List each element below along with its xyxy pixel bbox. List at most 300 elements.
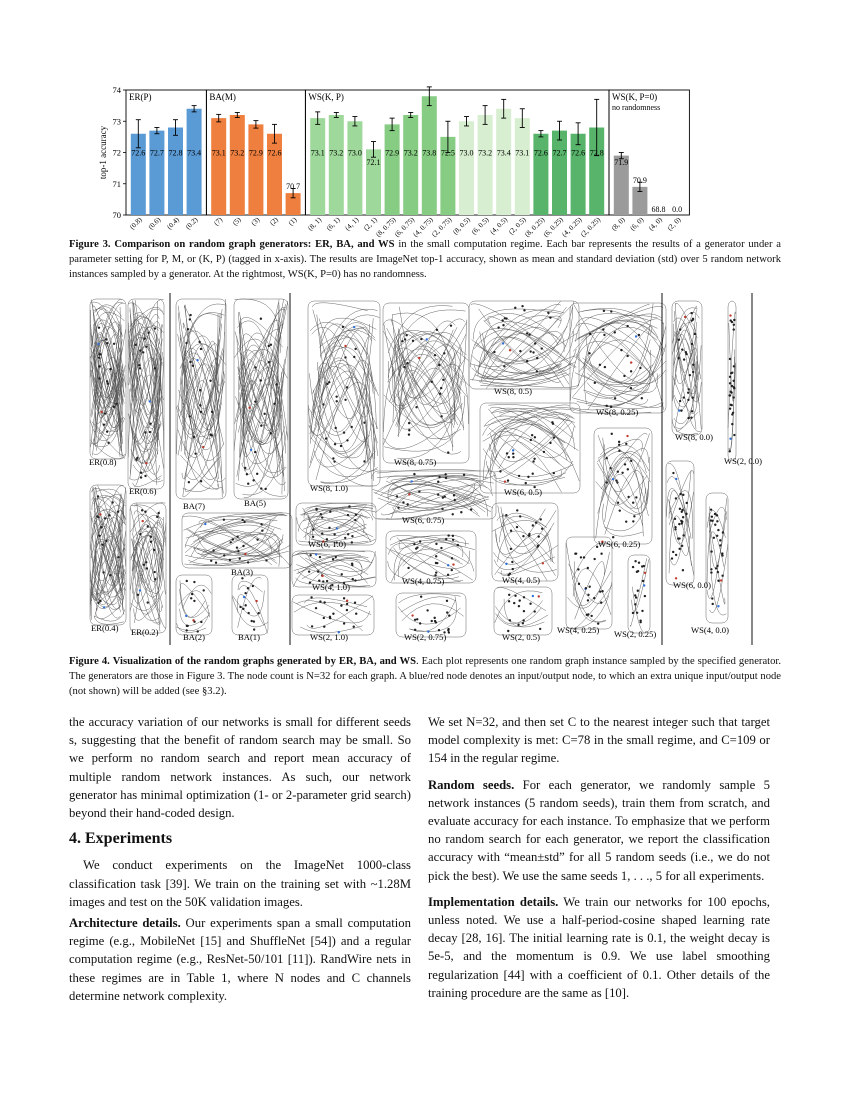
graph-node: [439, 393, 441, 395]
graph-edge: [578, 327, 657, 387]
graph-node: [604, 366, 606, 368]
graph-node: [268, 361, 270, 363]
graph-node: [600, 601, 602, 603]
graph-node: [352, 578, 354, 580]
x-tick-label: (6, 0): [628, 215, 646, 233]
graph-node: [636, 612, 638, 614]
graph-node: [503, 365, 505, 367]
graph-node: [452, 539, 454, 541]
graph-node: [353, 356, 355, 358]
graph-node: [196, 359, 198, 361]
graph-node: [523, 596, 525, 598]
graph-edge: [605, 470, 647, 534]
graph-node: [506, 452, 508, 454]
graph-edge: [294, 560, 362, 576]
graph-node: [588, 352, 590, 354]
graph-node: [441, 508, 443, 510]
graph-node: [729, 394, 731, 396]
bar-value-label: 72.5: [440, 148, 455, 158]
graph-node: [264, 488, 266, 490]
y-tick-label: 73: [112, 116, 121, 127]
graph-node: [447, 534, 449, 536]
random-graph: [494, 587, 552, 635]
graph-node: [593, 597, 595, 599]
bar: [248, 124, 263, 215]
graph-node: [434, 620, 436, 622]
graph-label: WS(4, 0.0): [691, 625, 729, 635]
graph-node: [688, 388, 690, 390]
x-tick-label: (8, 0.25): [523, 215, 547, 239]
graph-node: [634, 594, 636, 596]
graph-node: [347, 533, 349, 535]
graph-node: [328, 381, 330, 383]
graph-node: [532, 524, 534, 526]
graph-node: [431, 620, 433, 622]
graph-node: [675, 478, 677, 480]
x-tick-label: (6, 1): [325, 215, 342, 233]
graph-node: [99, 513, 101, 515]
graph-node: [717, 580, 719, 582]
graph-edge: [579, 314, 661, 372]
graph-node: [634, 603, 636, 605]
graph-node: [611, 433, 613, 435]
graph-node: [105, 540, 107, 542]
graph-node: [321, 575, 323, 577]
graph-node: [353, 326, 355, 328]
y-tick-label: 72: [112, 147, 121, 158]
graph-node: [630, 387, 632, 389]
graph-node: [684, 316, 686, 318]
graph-node: [626, 325, 628, 327]
graph-node: [268, 345, 270, 347]
graph-node: [435, 571, 437, 573]
graph-label: WS(6, 0.75): [402, 515, 445, 525]
graph-node: [416, 618, 418, 620]
graph-node: [443, 352, 445, 354]
graph-node: [308, 570, 310, 572]
graph-node: [250, 620, 252, 622]
graph-node: [154, 571, 156, 573]
graph-node: [716, 535, 718, 537]
graph-node: [310, 596, 312, 598]
graph-node: [334, 443, 336, 445]
graph-node: [630, 460, 632, 462]
graph-node: [453, 494, 455, 496]
graph-node: [450, 324, 452, 326]
graph-node: [710, 508, 712, 510]
graph-node: [445, 538, 447, 540]
graph-node: [523, 309, 525, 311]
graph-node: [260, 487, 262, 489]
graph-label: WS(2, 0.75): [404, 632, 447, 642]
graph-node: [621, 472, 623, 474]
graph-node: [276, 383, 278, 385]
graph-edge: [193, 514, 284, 537]
graph-node: [679, 328, 681, 330]
graph-node: [641, 610, 643, 612]
graph-node: [644, 572, 646, 574]
graph-label: WS(2, 1.0): [310, 632, 348, 642]
graph-node: [117, 556, 119, 558]
graph-label: WS(6, 0.5): [504, 487, 542, 497]
graph-drawings: [90, 293, 752, 645]
graph-node: [415, 406, 417, 408]
graph-node: [408, 433, 410, 435]
graph-node: [733, 434, 735, 436]
graph-node: [732, 412, 734, 414]
graph-node: [273, 403, 275, 405]
graph-node: [729, 376, 731, 378]
figure-3-bar-chart: [96, 85, 758, 239]
graph-node: [536, 370, 538, 372]
graph-node: [672, 551, 674, 553]
graph-node: [353, 626, 355, 628]
graph-label: WS(4, 0.25): [557, 625, 600, 635]
graph-node: [329, 616, 331, 618]
graph-node: [714, 524, 716, 526]
graph-node: [716, 565, 718, 567]
bar: [168, 128, 183, 216]
graph-node: [244, 604, 246, 606]
graph-node: [502, 342, 504, 344]
graph-node: [141, 520, 143, 522]
graph-node: [514, 595, 516, 597]
graph-node: [270, 344, 272, 346]
x-tick-label: (4, 0.25): [560, 215, 584, 239]
graph-node: [346, 600, 348, 602]
random-graph: [594, 428, 652, 544]
graph-node: [626, 355, 628, 357]
graph-node: [147, 601, 149, 603]
bar-value-label: 73.8: [422, 148, 437, 158]
graph-node: [406, 503, 408, 505]
graph-node: [144, 475, 146, 477]
graph-node: [202, 589, 204, 591]
graph-node: [98, 365, 100, 367]
graph-node: [265, 559, 267, 561]
panel-title: WS(K, P): [308, 92, 344, 102]
graph-edge: [632, 587, 646, 634]
graph-node: [108, 514, 110, 516]
graph-node: [344, 399, 346, 401]
graph-node: [517, 624, 519, 626]
graph-node: [211, 411, 213, 413]
graph-node: [625, 520, 627, 522]
graph-node: [493, 351, 495, 353]
graph-label: WS(8, 0.5): [494, 386, 532, 396]
graph-node: [186, 625, 188, 627]
graph-node: [250, 449, 252, 451]
graph-node: [632, 566, 634, 568]
graph-node: [413, 473, 415, 475]
random-graph: [372, 469, 496, 519]
figure-3-caption-bold: Comparison on random graph generators: ER, BA, and WS: [114, 239, 395, 250]
graph-node: [609, 467, 611, 469]
left-column: [69, 713, 411, 1008]
graph-node: [236, 535, 238, 537]
graph-node: [733, 387, 735, 389]
right-paragraph-1: We set N=32, and then set C to the nearest integer such that target model complexity is met: C=78 in the small regime, and C=109 or 154 in the regular regime.: [428, 715, 770, 766]
random-graph: [396, 593, 466, 637]
random-graph: [666, 461, 694, 585]
bar-value-label: 70.9: [632, 175, 647, 185]
graph-node: [354, 348, 356, 350]
graph-edge: [599, 460, 644, 509]
graph-node: [521, 305, 523, 307]
graph-node: [711, 597, 713, 599]
graph-node: [247, 587, 249, 589]
graph-edge: [403, 538, 460, 566]
graph-node: [98, 357, 100, 359]
graph-node: [529, 350, 531, 352]
graph-node: [539, 628, 541, 630]
graph-node: [610, 310, 612, 312]
bar: [403, 115, 418, 215]
graph-node: [675, 554, 677, 556]
graph-node: [720, 579, 722, 581]
graph-node: [209, 380, 211, 382]
graph-edge: [244, 302, 279, 497]
graph-node: [686, 502, 688, 504]
graph-node: [519, 515, 521, 517]
graph-node: [549, 442, 551, 444]
graph-label: WS(8, 0.75): [394, 457, 437, 467]
graph-node: [100, 526, 102, 528]
graph-node: [679, 493, 681, 495]
graph-node: [440, 387, 442, 389]
graph-node: [315, 508, 317, 510]
graph-node: [678, 357, 680, 359]
graph-edge: [670, 492, 693, 544]
graph-node: [716, 514, 718, 516]
graph-node: [451, 557, 453, 559]
graph-node: [681, 521, 683, 523]
graph-label: WS(2, 0.25): [614, 629, 657, 639]
graph-edge: [180, 583, 208, 614]
bar-value-label: 72.9: [385, 148, 400, 158]
graph-node: [145, 346, 147, 348]
graph-node: [499, 470, 501, 472]
graph-node: [730, 372, 732, 374]
graph-node: [404, 338, 406, 340]
graph-node: [675, 497, 677, 499]
graph-node: [192, 619, 194, 621]
graph-node: [98, 327, 100, 329]
graph-node: [672, 472, 674, 474]
graph-node: [323, 617, 325, 619]
graph-node: [346, 386, 348, 388]
graph-node: [139, 349, 141, 351]
graph-label: WS(2, 0.0): [724, 456, 762, 466]
graph-node: [682, 516, 684, 518]
panel-title: WS(K, P=0): [612, 92, 658, 102]
graph-edge: [304, 551, 376, 571]
graph-node: [312, 528, 314, 530]
architecture-details-text: Our experiments span a small computation regime (e.g., MobileNet [15] and ShuffleNet [54]) and a regular computation regime (e.g., ResNet-50/101 [11]). RandWire nets in these regimes are in Table 1, where N nodes and C channels determine network complexity.: [69, 916, 411, 1003]
graph-node: [674, 518, 676, 520]
graph-node: [101, 544, 103, 546]
graph-edge: [395, 393, 461, 454]
graph-node: [635, 596, 637, 598]
random-graph: [308, 301, 380, 486]
graph-node: [256, 538, 258, 540]
graph-node: [419, 540, 421, 542]
x-tick-label: (0.2): [184, 215, 200, 232]
graph-edge: [180, 455, 218, 489]
graph-edge: [495, 613, 548, 626]
graph-node: [602, 328, 604, 330]
graph-node: [541, 347, 543, 349]
graph-node: [190, 597, 192, 599]
bar: [496, 109, 511, 215]
graph-label: WS(4, 0.75): [402, 576, 445, 586]
bar-value-label: 73.1: [310, 148, 325, 158]
graph-node: [402, 501, 404, 503]
graph-node: [525, 482, 527, 484]
graph-node: [694, 333, 696, 335]
graph-node: [322, 403, 324, 405]
graph-node: [528, 334, 530, 336]
graph-node: [600, 552, 602, 554]
figure-4-caption-label: Figure 4.: [69, 656, 110, 667]
graph-label: WS(8, 1.0): [310, 483, 348, 493]
graph-node: [185, 342, 187, 344]
graph-node: [154, 367, 156, 369]
random-graph: [492, 503, 558, 581]
graph-label: WS(6, 0.0): [673, 580, 711, 590]
random-graph: [383, 303, 469, 463]
graph-node: [98, 377, 100, 379]
graph-edge: [314, 435, 370, 467]
graph-node: [323, 601, 325, 603]
graph-node: [144, 511, 146, 513]
graph-node: [679, 508, 681, 510]
graph-node: [594, 382, 596, 384]
random-graph: [469, 301, 579, 389]
graph-node: [325, 437, 327, 439]
graph-label: WS(2, 0.5): [502, 632, 540, 642]
graph-node: [553, 436, 555, 438]
graph-node: [418, 357, 420, 359]
random-graph: [628, 555, 650, 633]
graph-node: [311, 625, 313, 627]
graph-node: [154, 578, 156, 580]
graph-node: [437, 480, 439, 482]
graph-label: ER(0.4): [91, 623, 119, 633]
graph-node: [690, 416, 692, 418]
panel-subtitle: no randomness: [612, 103, 661, 112]
graph-outline: [570, 303, 666, 413]
graph-node: [104, 517, 106, 519]
graph-node: [677, 537, 679, 539]
graph-node: [270, 432, 272, 434]
graph-node: [344, 356, 346, 358]
graph-node: [733, 328, 735, 330]
graph-node: [199, 389, 201, 391]
graph-node: [405, 334, 407, 336]
implementation-details-text: We train our networks for 100 epochs, unless noted. We use a half-period-cosine shaped learning rate decay [28, 16]. The initial learning rate is 0.1, the weight decay is 5e-5, and the momentum is 0.9. We use label smoothing regularization [44] with a coefficient of 0.1. Other details of the training procedure are the same as [10].: [428, 894, 770, 1000]
graph-node: [674, 528, 676, 530]
graph-node: [538, 595, 540, 597]
graph-node: [690, 312, 692, 314]
graph-node: [729, 391, 731, 393]
graph-node: [689, 374, 691, 376]
graph-node: [671, 557, 673, 559]
graph-label: WS(4, 1.0): [312, 582, 350, 592]
graph-node: [253, 620, 255, 622]
graph-edge: [588, 303, 653, 382]
graph-node: [587, 594, 589, 596]
graph-node: [547, 312, 549, 314]
graph-node: [150, 536, 152, 538]
graph-node: [340, 445, 342, 447]
random-graph: [570, 303, 666, 414]
graph-node: [497, 326, 499, 328]
graph-edge: [478, 337, 569, 377]
graph-node: [419, 622, 421, 624]
graph-node: [326, 383, 328, 385]
graph-node: [243, 596, 245, 598]
graph-node: [535, 522, 537, 524]
bar-value-label: 72.6: [131, 148, 146, 158]
graph-node: [254, 400, 256, 402]
graph-node: [532, 460, 534, 462]
graph-node: [315, 553, 317, 555]
graph-node: [590, 615, 592, 617]
graph-node: [444, 473, 446, 475]
graph-node: [340, 604, 342, 606]
graph-node: [682, 534, 684, 536]
graph-edge: [710, 544, 728, 613]
graph-node: [420, 596, 422, 598]
graph-node: [641, 565, 643, 567]
y-axis-label: top-1 accuracy: [98, 125, 108, 180]
graph-node: [532, 595, 534, 597]
graph-node: [418, 490, 420, 492]
graph-node: [692, 364, 694, 366]
graph-node: [346, 609, 348, 611]
graph-node: [343, 431, 345, 433]
graph-node: [599, 364, 601, 366]
left-paragraph-2: We conduct experiments on the ImageNet 1000-class classification task [39]. We train on the training set with ~1.28M images and test on the 50K validation images.: [69, 858, 411, 909]
x-tick-label: (3): [249, 215, 262, 228]
graph-node: [239, 606, 241, 608]
graph-node: [639, 367, 641, 369]
bar-value-label: 73.2: [478, 148, 493, 158]
graph-node: [578, 583, 580, 585]
graph-node: [236, 546, 238, 548]
graph-node: [637, 570, 639, 572]
graph-node: [242, 545, 244, 547]
graph-node: [107, 382, 109, 384]
graph-node: [527, 476, 529, 478]
graph-node: [139, 589, 141, 591]
graph-outline: [176, 575, 212, 635]
graph-node: [146, 567, 148, 569]
graph-node: [194, 452, 196, 454]
graph-node: [348, 505, 350, 507]
graph-node: [106, 380, 108, 382]
bar: [533, 134, 548, 215]
graph-node: [436, 329, 438, 331]
graph-node: [438, 476, 440, 478]
graph-node: [104, 412, 106, 414]
random-graph: [176, 575, 212, 635]
x-tick-label: (0.4): [165, 215, 181, 232]
graph-node: [508, 594, 510, 596]
figure-4-caption-bold: Visualization of the random graphs generated by ER, BA, and WS: [112, 656, 417, 667]
graph-node: [346, 439, 348, 441]
